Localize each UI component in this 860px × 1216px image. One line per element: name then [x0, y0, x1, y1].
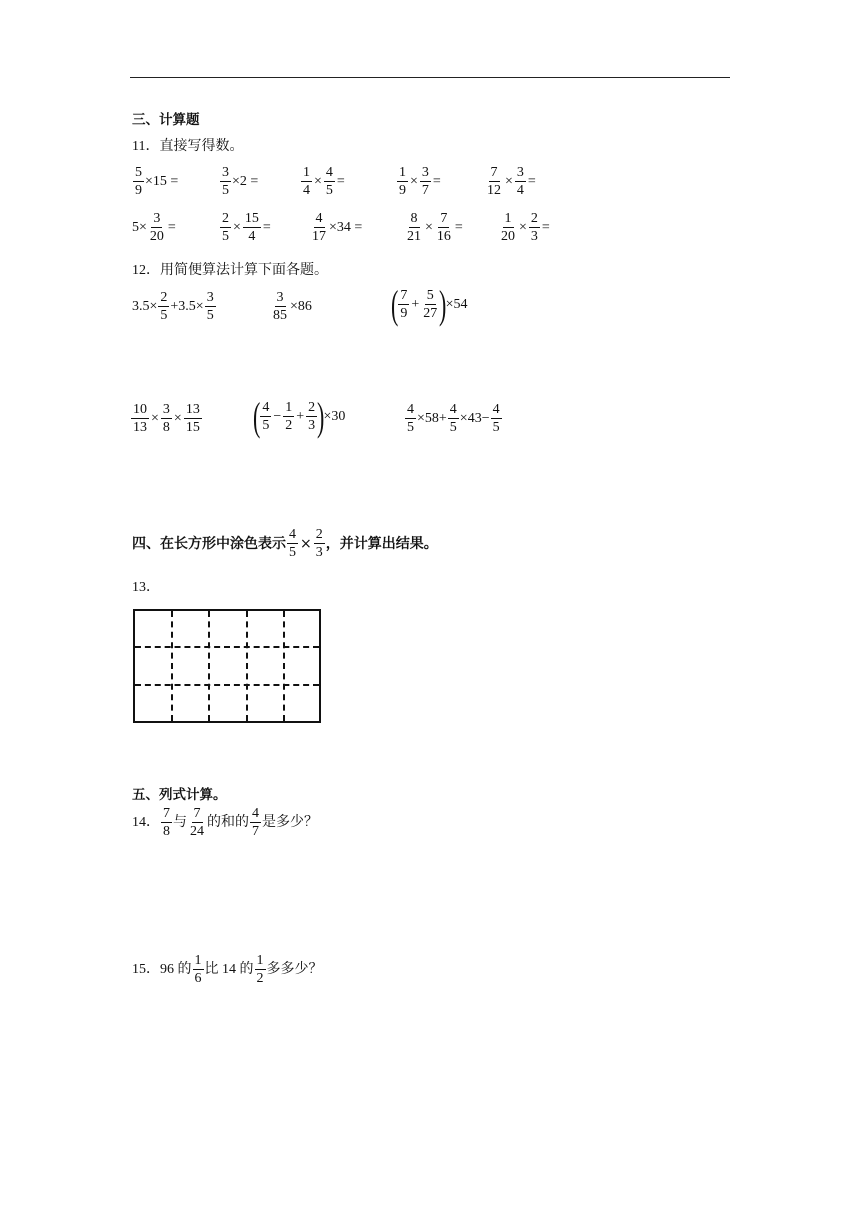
expr-12e [252, 393, 346, 439]
fraction: $\frac{4}{5}$ [289, 527, 296, 561]
fraction: $\frac{15}{4}$ [244, 211, 259, 245]
right-paren: ) [439, 281, 447, 327]
fraction: $\frac{4}{5}$ [492, 402, 500, 436]
math-token: ×2 = [232, 173, 259, 189]
expr-row1-5 [484, 165, 537, 199]
math-token: 是多少？ [262, 814, 318, 830]
math-token: ×30 [323, 408, 346, 424]
fraction: $\frac{2}{3}$ [530, 211, 538, 245]
fraction: $\frac{7}{9}$ [400, 288, 408, 322]
math-token: × [410, 173, 418, 189]
fraction: $\frac{2}{3}$ [308, 400, 316, 434]
math-token: × [151, 410, 159, 426]
math-token: 的和的 [207, 814, 249, 830]
fraction: $\frac{7}{16}$ [436, 211, 451, 245]
math-token: × [505, 173, 513, 189]
fraction: $\frac{4}{5}$ [449, 402, 457, 436]
section-5-heading: 五、列式计算。 [132, 787, 227, 803]
rectangle-grid [133, 609, 321, 723]
math-token: 3.5× [132, 298, 158, 314]
fraction: $\frac{3}{8}$ [162, 402, 170, 436]
math-token: = [454, 219, 463, 235]
math-token: 5× [132, 219, 147, 235]
math-token: − [273, 408, 282, 424]
fraction: $\frac{4}{5}$ [262, 400, 270, 434]
expr-row2-2 [219, 211, 272, 245]
fraction: $\frac{7}{24}$ [190, 806, 204, 840]
grid-dashed-vline [208, 611, 210, 721]
fraction: $\frac{4}{7}$ [252, 806, 259, 840]
math-token: +3.5× [170, 298, 204, 314]
fraction: $\frac{1}{20}$ [501, 211, 515, 245]
math-token: = [262, 219, 271, 235]
math-token: ，并计算出结果。 [325, 535, 438, 552]
math-token: ×58+ [417, 410, 447, 426]
fraction: $\frac{7}{8}$ [163, 806, 170, 840]
grid-dashed-hline [135, 646, 319, 648]
fraction: $\frac{5}{9}$ [135, 165, 142, 199]
expr-row1-1 [132, 165, 178, 199]
fraction: $\frac{4}{5}$ [407, 402, 414, 436]
math-token: = [167, 219, 176, 235]
fraction: $\frac{1}{2}$ [285, 400, 293, 434]
expr-row2-3 [309, 211, 362, 245]
math-token: × [519, 219, 527, 235]
question-14 [132, 806, 318, 840]
question-15 [132, 953, 323, 987]
math-token: × [233, 219, 241, 235]
fraction: $\frac{3}{5}$ [206, 290, 214, 324]
math-token: ×15 = [145, 173, 179, 189]
grid-dashed-vline [246, 611, 248, 721]
math-token: + [296, 408, 305, 424]
math-token: = [432, 173, 441, 189]
math-token: ×34 = [329, 219, 363, 235]
math-token: ×43− [459, 410, 490, 426]
grid-dashed-hline [135, 684, 319, 686]
math-token: 15．96 的 [132, 961, 192, 977]
grid-dashed-vline [283, 611, 285, 721]
question-11-label: 11．直接写得数。 [132, 139, 244, 154]
math-token: 与 [173, 814, 187, 830]
fraction: $\frac{4}{5}$ [325, 165, 333, 199]
expr-row2-5 [498, 211, 551, 245]
math-token: = [336, 173, 345, 189]
math-token: 14． [132, 814, 160, 830]
fraction: $\frac{3}{7}$ [421, 165, 429, 199]
expr-row2-4 [404, 211, 464, 245]
fraction: $\frac{3}{4}$ [516, 165, 524, 199]
left-paren: ( [390, 281, 399, 327]
expr-12d [130, 402, 203, 436]
math-token: × [314, 173, 322, 189]
fraction: $\frac{8}{21}$ [407, 211, 421, 245]
expr-12b [270, 290, 312, 324]
question-12-label: 12．用简便算法计算下面各题。 [132, 263, 328, 278]
math-token: 四、在长方形中涂色表示 [132, 535, 286, 552]
fraction: $\frac{1}{6}$ [194, 953, 202, 987]
fraction: $\frac{1}{4}$ [303, 165, 310, 199]
expr-12c [390, 281, 468, 327]
fraction: $\frac{4}{17}$ [312, 211, 326, 245]
fraction: $\frac{7}{12}$ [487, 165, 501, 199]
fraction: $\frac{3}{5}$ [222, 165, 229, 199]
fraction: $\frac{10}{13}$ [133, 402, 147, 436]
expr-12a [132, 290, 217, 324]
left-paren: ( [252, 393, 261, 439]
math-token: × [173, 410, 182, 426]
fraction: $\frac{1}{2}$ [256, 953, 264, 987]
fraction: $\frac{3}{85}$ [273, 290, 287, 324]
fraction: $\frac{1}{9}$ [399, 165, 406, 199]
fraction: $\frac{2}{3}$ [315, 527, 323, 561]
question-13-label: 13． [132, 580, 160, 595]
fraction: $\frac{2}{5}$ [160, 290, 168, 324]
top-rule [130, 77, 730, 78]
expr-row1-2 [219, 165, 258, 199]
expr-row1-4 [396, 165, 442, 199]
fraction: $\frac{13}{15}$ [185, 402, 200, 436]
math-token: 比 14 的 [204, 961, 254, 977]
fraction: $\frac{2}{5}$ [222, 211, 229, 245]
section-4-heading [132, 527, 438, 561]
grid-dashed-vline [171, 611, 173, 721]
fraction: $\frac{3}{20}$ [149, 211, 164, 245]
expr-12f [404, 402, 503, 436]
right-paren: ) [317, 393, 325, 439]
expr-row1-3 [300, 165, 346, 199]
math-token: ×54 [445, 296, 468, 312]
math-token: × [300, 535, 312, 552]
expr-row2-1 [132, 211, 177, 245]
math-token: + [411, 296, 420, 312]
section-3-heading: 三、计算题 [132, 112, 200, 128]
math-token: 多多少？ [266, 961, 323, 977]
fraction: $\frac{5}{27}$ [423, 288, 438, 322]
math-token: = [527, 173, 536, 189]
math-token: = [541, 219, 550, 235]
math-token: ×86 [290, 298, 312, 314]
math-token: × [425, 219, 433, 235]
